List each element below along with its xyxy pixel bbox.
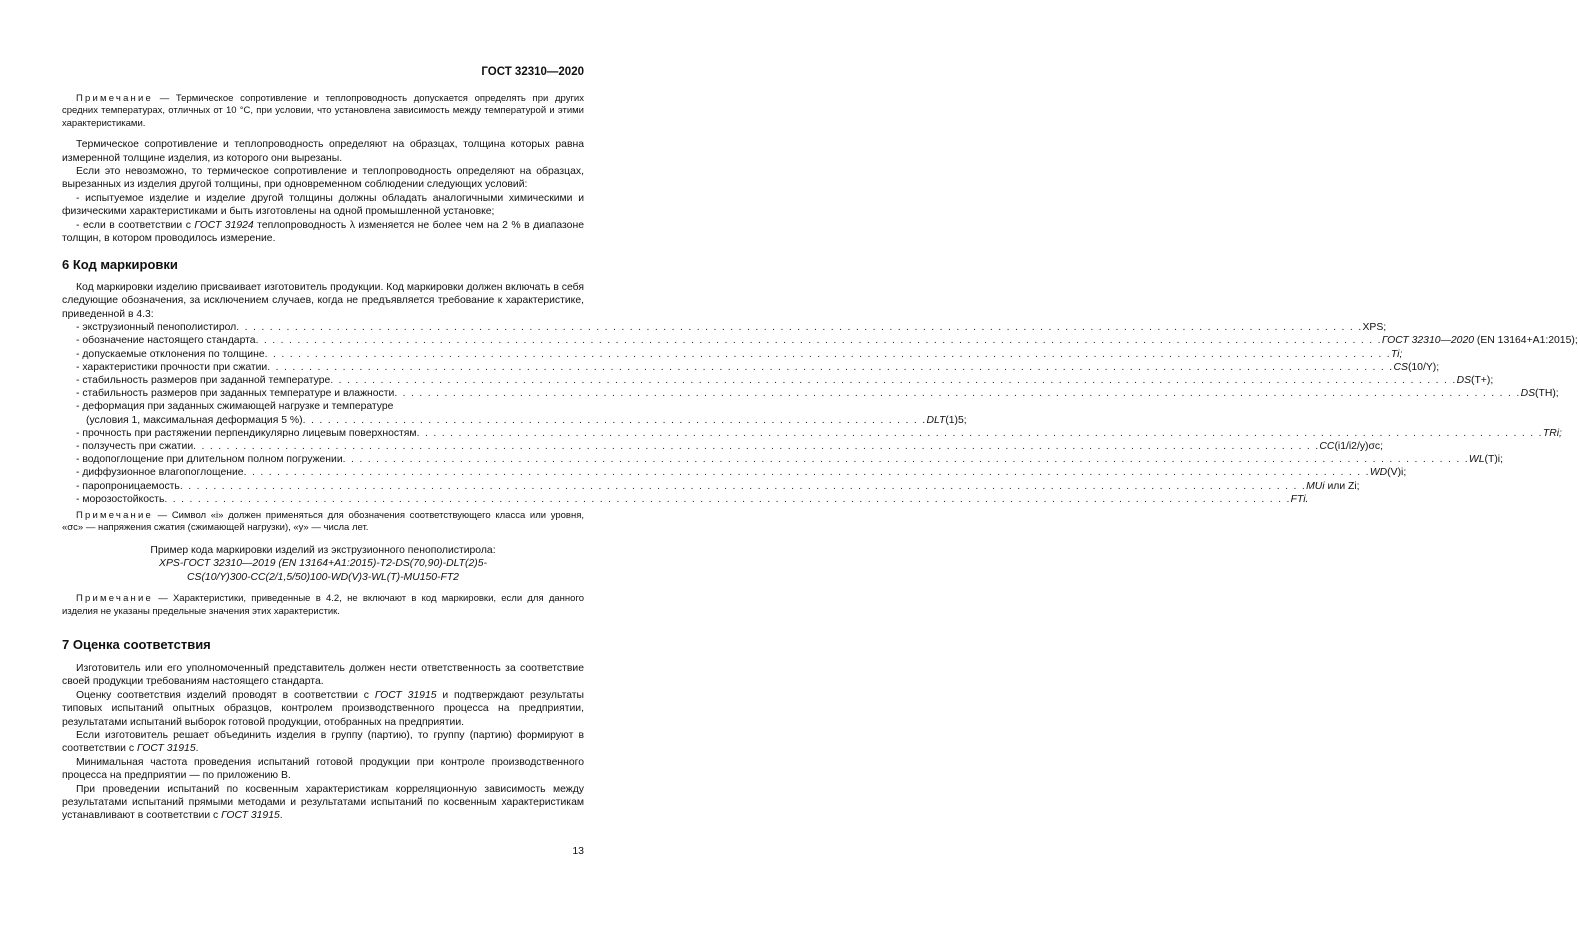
item-label: - допускаемые отклонения по толщине	[76, 348, 265, 360]
item-label: - стабильность размеров при заданной температуре	[76, 375, 331, 387]
deform-line-2	[76, 414, 967, 427]
bullet2-pre: - если в соответствии с	[76, 219, 195, 231]
item-value-italic: DS	[1456, 375, 1471, 387]
list-item	[62, 334, 1578, 347]
leader-dots	[417, 427, 1543, 440]
section-6-note-1	[62, 510, 584, 535]
list-item	[62, 453, 1503, 466]
item-value	[1370, 466, 1406, 479]
leader-dots	[343, 453, 1469, 466]
example-code-line-2: CS(10/Y)300-CC(2/1,5/50)100-WD(V)3-WL(T)-MU150-FT2	[187, 571, 459, 583]
item-value-rest: (T+);	[1471, 375, 1494, 387]
item-label: - паропроницаемость	[76, 480, 180, 492]
marking-example	[62, 544, 584, 584]
section-7-paragraph-3	[62, 729, 584, 756]
p5-pre: При проведении испытаний по косвенным характеристикам корреляционную зависимость между результатами испытаний прямыми методами и результатами испытаний по косвенным характеристикам устанавливают в соответствии с	[62, 783, 584, 822]
list-item	[62, 374, 1494, 387]
item-value-rest: (10/Y);	[1407, 361, 1440, 373]
item-label: - характеристики прочности при сжатии	[76, 361, 268, 373]
leader-dots	[164, 493, 1290, 506]
deform-line-1: - деформация при заданных сжимающей нагрузке и температуре	[76, 401, 394, 413]
header-doc-code: ГОСТ 32310—2020	[481, 66, 584, 78]
item-label: - стабильность размеров при заданных температуре и влажности	[76, 388, 395, 400]
item-label: - обозначение настоящего стандарта	[76, 335, 256, 347]
item-value	[1469, 453, 1503, 466]
leader-dots	[244, 466, 1370, 479]
intro-block	[62, 93, 584, 245]
note-label: Примечание	[76, 593, 153, 605]
item-value	[1543, 427, 1562, 440]
p3-ref: ГОСТ 31915	[136, 743, 196, 755]
item-value-rest: (i1/i2/y)σc;	[1334, 441, 1383, 453]
section-6-title: 6 Код маркировки	[62, 257, 178, 272]
list-item	[62, 321, 1387, 334]
section-6-note-2	[62, 593, 584, 618]
deform-value-rest: (1)5;	[945, 414, 967, 426]
section-6	[62, 257, 1578, 618]
list-item	[62, 387, 1559, 400]
item-value	[1521, 387, 1559, 400]
leader-dots	[193, 440, 1319, 453]
page-number: 13	[572, 845, 584, 857]
item-value	[1382, 334, 1578, 347]
note-text: — Символ «i» должен применяться для обозначения соответствующего класса или уровня, «σc» — напряжения сжатия (сжимающей нагрузки), «y» — числа лет.	[62, 510, 584, 534]
item-value-rest: (TH);	[1535, 388, 1559, 400]
note-text: — Характеристики, приведенные в 4.2, не включают в код маркировки, если для данного изделия не указаны предельные значения этих характеристик.	[62, 593, 584, 617]
note-label: Примечание	[76, 510, 153, 522]
example-code-line-1: XPS-ГОСТ 32310—2019 (EN 13164+A1:2015)-T2-DS(70,90)-DLT(2)5-	[159, 558, 487, 570]
item-label: - водопоглощение при длительном полном погружении	[76, 454, 343, 466]
item-value-rest: или Zi;	[1324, 480, 1360, 492]
item-value-rest: (V)i;	[1387, 467, 1407, 479]
bullet2-post: изменяется не более чем на 2 % в диапазоне толщин, в котором проводилось измерение.	[62, 219, 584, 245]
leader-dots	[180, 480, 1306, 493]
item-value	[1457, 374, 1494, 387]
item-value-italic: FTi.	[1290, 493, 1309, 505]
section-7-title: 7 Оценка соответствия	[62, 637, 211, 652]
bullet2-symbol: λ	[349, 219, 355, 231]
p3-post: .	[195, 743, 199, 755]
list-item	[62, 480, 1360, 493]
item-value	[1391, 348, 1402, 361]
item-value-italic: WD	[1369, 467, 1388, 479]
list-item	[62, 466, 1407, 479]
section-7-paragraph-5	[62, 783, 584, 823]
intro-paragraph-1: Термическое сопротивление и теплопроводность определяют на образцах, толщина которых равна измеренной толщине изделия, из которого они вырезаны.	[62, 139, 584, 164]
note-text: — Термическое сопротивление и теплопроводность допускается определять при других средних температурах, отличных от 10 °С, при условии, что установлена зависимость между температурой и этими характеристиками.	[62, 93, 584, 129]
section-7-paragraph-1: Изготовитель или его уполномоченный представитель должен нести ответственность за соответствие своей продукции требованиям настоящего стандарта.	[62, 663, 584, 688]
leader-dots	[256, 334, 1382, 347]
p3-pre: Если изготовитель решает объединить изделия в группу (партию), то группу (партию) формируют в соответствии с	[62, 730, 584, 755]
list-item-deformation	[62, 400, 967, 426]
item-label: - прочность при растяжении перпендикулярно лицевым поверхностям	[76, 427, 417, 439]
leader-dots	[265, 348, 1391, 361]
item-value	[1319, 440, 1383, 453]
list-item	[62, 440, 1383, 453]
list-item	[62, 361, 1440, 374]
list-item	[62, 493, 1309, 506]
p2-pre: Оценку соответствия изделий проводят в соответствии с	[76, 689, 375, 701]
list-item	[62, 427, 1562, 440]
intro-bullet-2	[62, 219, 584, 246]
deform-label: (условия 1, максимальная деформация 5 %)	[86, 414, 303, 426]
section-7-paragraph-2	[62, 689, 584, 729]
p5-post: .	[279, 810, 283, 822]
item-value-rest: (T)i;	[1484, 454, 1503, 466]
p2-post: и подтверждают результаты типовых испытаний опытных образцов, контролем производственного процесса на предприятии, результатами испытаний выборок готовой продукции, отобранных на предприятии.	[62, 689, 584, 728]
marking-code-list	[62, 321, 1578, 506]
p5-ref: ГОСТ 31915	[221, 810, 280, 822]
intro-note	[62, 93, 584, 130]
intro-bullet-1: - испытуемое изделие и изделие другой толщины должны обладать аналогичными химическими и физическими характеристиками и быть изготовлены на одной промышленной установке;	[62, 192, 584, 218]
item-label: - морозостойкость	[76, 493, 165, 505]
item-value-italic: ГОСТ 32310—2020	[1381, 335, 1475, 347]
section-7-paragraph-4: Минимальная частота проведения испытаний готовой продукции при контроле производственного процесса на предприятии — по приложению В.	[62, 756, 584, 782]
item-label: - диффузионное влагопоглощение	[76, 467, 244, 479]
item-value-italic: MUi	[1306, 480, 1325, 492]
item-value-italic: CC	[1319, 441, 1335, 453]
item-value: XPS;	[1362, 322, 1387, 334]
item-value-italic: CS	[1393, 361, 1408, 373]
item-value-italic: Ti;	[1390, 348, 1403, 360]
intro-paragraph-2: Если это невозможно, то термическое сопротивление и теплопроводность определяют на образцах, вырезанных из изделия другой толщины, при одновременном соблюдении следующих условий:	[62, 166, 584, 191]
item-value	[1306, 480, 1359, 493]
item-value-italic: WL	[1468, 454, 1485, 466]
item-value-rest: (EN 13164+A1:2015);	[1474, 335, 1578, 347]
p2-ref: ГОСТ 31915	[374, 689, 437, 701]
note-label: Примечание	[76, 93, 153, 104]
example-caption: Пример кода маркировки изделий из экструзионного пенополистирола:	[150, 544, 496, 556]
bullet2-mid: теплопроводность	[253, 219, 350, 231]
item-label: - ползучесть при сжатии	[76, 441, 194, 453]
leader-dots: . . . . . . . . . . . . . . . . . . . . . . . . . . . . . . . . . . . . . . . . . . . . . . . . . . . . . . . . . . . . . . . . . . . . . . . . . . .	[302, 414, 927, 426]
item-label: - экструзионный пенополистирол	[76, 322, 237, 334]
leader-dots	[267, 361, 1393, 374]
leader-dots	[236, 321, 1362, 334]
item-value-italic: DS	[1520, 388, 1536, 400]
bullet2-ref: ГОСТ 31924	[194, 219, 254, 231]
item-value	[1291, 493, 1309, 506]
section-6-intro: Код маркировки изделию присваивает изготовитель продукции. Код маркировки должен включать в себя следующие обозначения, за исключением случаев, когда не предъявляется требование к характеристике, приведенной в 4.3:	[62, 282, 584, 320]
leader-dots	[330, 374, 1456, 387]
list-item	[62, 348, 1403, 361]
deform-value-italic: DLT	[926, 414, 946, 426]
section-7	[62, 637, 584, 823]
deform-value	[926, 414, 966, 427]
item-value-italic: TRi;	[1542, 427, 1562, 439]
leader-dots	[394, 387, 1520, 400]
item-value	[1394, 361, 1440, 374]
